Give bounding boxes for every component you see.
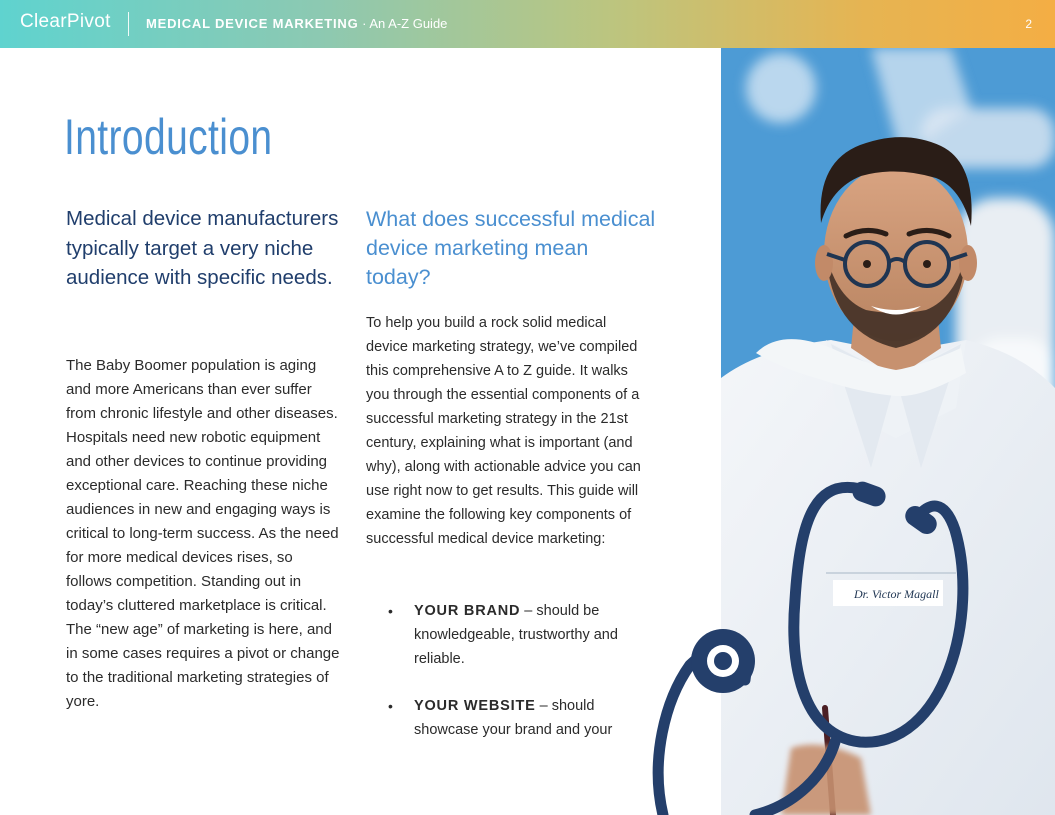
component-name: YOUR WEBSITE bbox=[414, 698, 536, 714]
bullet-icon: • bbox=[388, 698, 393, 714]
subsection-body-paragraph: To help you build a rock solid medical device marketing strategy, we’ve compiled this comprehensive A to Z guide. It walks you through the essential components of a successful marketing strategy in the 21st century, explaining what is important (and why), along with actionable advice you can use right now to get results. This guide will examine the following key components of successful medical device marketing: bbox=[366, 315, 641, 547]
doctor-photo bbox=[721, 48, 1055, 815]
document-title bbox=[146, 16, 447, 31]
component-description: – should be knowledgeable, trustworthy and reliable. bbox=[414, 603, 618, 667]
subsection-heading: What does successful medical device marketing mean today? bbox=[366, 207, 656, 289]
coat-badge-text: Dr. Victor Magall bbox=[854, 587, 939, 601]
header-divider bbox=[128, 12, 129, 36]
key-components-list bbox=[366, 599, 656, 765]
doctor-illustration bbox=[721, 48, 1055, 815]
component-description: – should showcase your brand and your bbox=[414, 698, 613, 738]
intro-body-paragraph: The Baby Boomer population is aging and more Americans than ever suffer from chronic lifestyle and other diseases. Hospitals need new robotic equipment and other devices to continue providing exceptional care. Reaching these niche audiences in new and engaging ways is critical to long-term success. As the need for more medical devices rises, so follows competition. Standing out in today’s cluttered marketplace is critical. The “new age” of marketing is here, and in some cases requires a pivot or change to the traditional marketing strategies of yore. bbox=[66, 357, 340, 710]
list-item bbox=[366, 694, 656, 742]
page-number: 2 bbox=[1025, 17, 1032, 31]
page-header bbox=[0, 0, 1055, 48]
clearpivot-logo: ClearPivot bbox=[20, 11, 111, 32]
section-title: Introduction bbox=[64, 109, 273, 165]
bullet-icon: • bbox=[388, 603, 393, 619]
document-title-subtitle: · An A-Z Guide bbox=[358, 16, 448, 31]
intro-lead-paragraph: Medical device manufacturers typically target a very niche audience with specific needs. bbox=[66, 207, 339, 289]
list-item bbox=[366, 599, 656, 671]
component-name: YOUR BRAND bbox=[414, 603, 521, 619]
document-title-main: MEDICAL DEVICE MARKETING bbox=[146, 16, 359, 31]
